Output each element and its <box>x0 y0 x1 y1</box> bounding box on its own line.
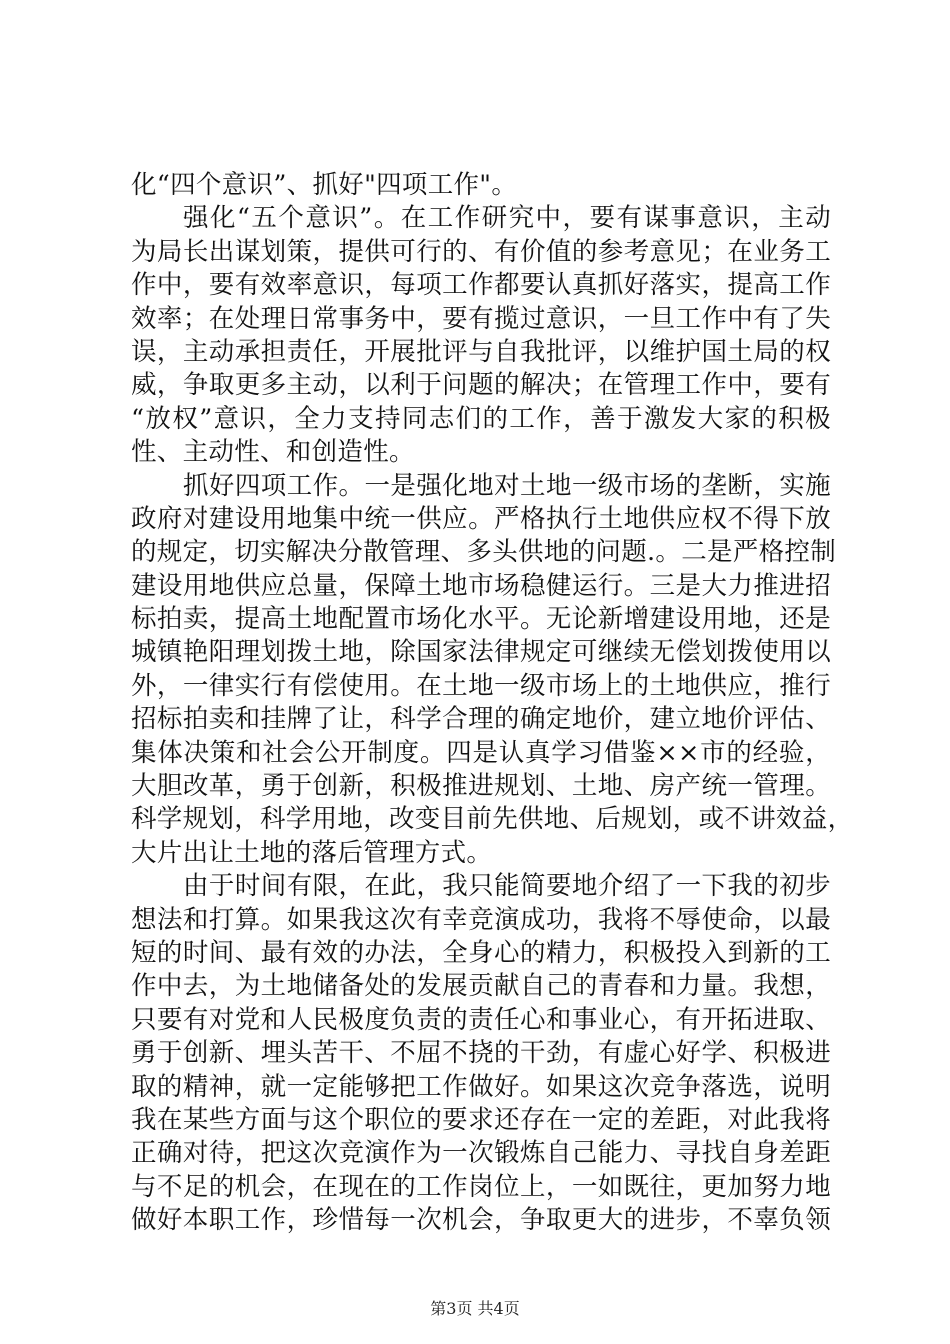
text-line: 勇于创新、埋头苦干、不屈不挠的干劲，有虚心好学、积极进 <box>131 1038 831 1069</box>
text-line: 大胆改革，勇于创新，积极推进规划、土地、房产统一管理。 <box>131 771 831 802</box>
text-line: 与不足的机会，在现在的工作岗位上，一如既往，更加努力地 <box>131 1171 831 1202</box>
text-line: 短的时间、最有效的办法，全身心的精力，积极投入到新的工 <box>131 937 831 968</box>
text-line: 我在某些方面与这个职位的要求还存在一定的差距，对此我将 <box>131 1104 831 1135</box>
text-line: 作中去，为土地储备处的发展贡献自己的青春和力量。我想， <box>131 971 831 1002</box>
text-line: 想法和打算。如果我这次有幸竞演成功，我将不辱使命，以最 <box>131 904 831 935</box>
text-line: 误，主动承担责任，开展批评与自我批评，以维护国土局的权 <box>131 336 831 367</box>
text-line: 的规定，切实解决分散管理、多头供地的问题.。二是严格控制 <box>131 537 837 568</box>
text-line: 城镇艳阳理划拨土地，除国家法律规定可继续无偿划拨使用以 <box>131 637 831 668</box>
text-line: 集体决策和社会公开制度。四是认真学习借鉴××市的经验， <box>131 737 831 768</box>
text-line: “放权”意识，全力支持同志们的工作，善于激发大家的积极 <box>131 403 831 434</box>
text-line: 标拍卖，提高土地配置市场化水平。无论新增建设用地，还是 <box>131 604 831 635</box>
page-footer: 第3页 共4页 <box>430 1299 520 1318</box>
text-line: 效率；在处理日常事务中，要有揽过意识，一旦工作中有了失 <box>131 303 831 334</box>
text-line: 正确对待，把这次竞演作为一次锻炼自己能力、寻找自身差距 <box>131 1138 831 1169</box>
text-line: 化“四个意识”、抓好"四项工作"。 <box>131 170 518 200</box>
text-line: 强化“五个意识”。在工作研究中，要有谋事意识，主动 <box>183 203 831 234</box>
text-line: 取的精神，就一定能够把工作做好。如果这次竞争落选，说明 <box>131 1071 831 1102</box>
text-line: 招标拍卖和挂牌了让，科学合理的确定地价，建立地价评估、 <box>131 704 831 735</box>
text-line: 威，争取更多主动，以利于问题的解决；在管理工作中，要有 <box>131 370 831 401</box>
text-line: 为局长出谋划策，提供可行的、有价值的参考意见；在业务工 <box>131 236 831 267</box>
text-line: 政府对建设用地集中统一供应。严格执行土地供应权不得下放 <box>131 503 831 534</box>
text-line: 大片出让土地的落后管理方式。 <box>131 837 493 868</box>
text-line: 建设用地供应总量，保障土地市场稳健运行。三是大力推进招 <box>131 570 831 601</box>
text-line: 做好本职工作，珍惜每一次机会，争取更大的进步，不辜负领 <box>131 1205 831 1236</box>
text-line: 由于时间有限，在此，我只能简要地介绍了一下我的初步 <box>183 871 831 902</box>
text-line: 性、主动性、和创造性。 <box>131 437 415 468</box>
text-line: 外，一律实行有偿使用。在土地一级市场上的土地供应，推行 <box>131 670 831 701</box>
text-line: 只要有对党和人民极度负责的责任心和事业心，有开拓进取、 <box>131 1004 831 1035</box>
text-line: 科学规划，科学用地，改变目前先供地、后规划，或不讲效益， <box>131 804 854 835</box>
text-line: 作中，要有效率意识，每项工作都要认真抓好落实，提高工作 <box>131 270 831 301</box>
text-line: 抓好四项工作。一是强化地对土地一级市场的垄断，实施 <box>183 470 831 501</box>
document-body <box>131 169 854 1238</box>
